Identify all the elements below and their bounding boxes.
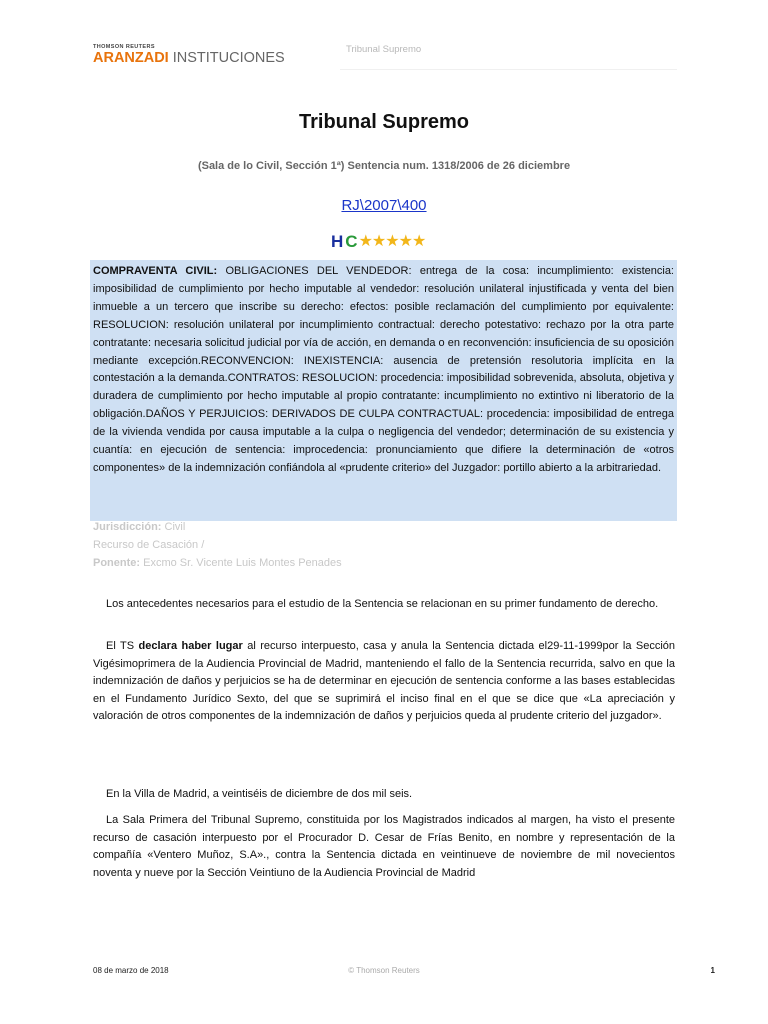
- paragraph-date: En la Villa de Madrid, a veintiséis de diciembre de dos mil seis.: [106, 788, 413, 800]
- star-icon: ★: [398, 233, 413, 250]
- footer-copyright: © Thomson Reuters: [348, 966, 420, 975]
- fallo-post: al recurso interpuesto, casa y anula la Sentencia dictada el29-11-1999por la Sección Vigésimoprimera de la Audiencia Provincial de Madrid, manteniendo el fallo de la Sentencia recurrida, salvo en que la indemnización de daños y perjuicios se ha de determinar en ejecución de sentencia conforme a las bases establecidas en el Fundamento Jurídico Sexto, del que se suprimirá el inciso final en el que se dice que «La apreciación y valoración de otros componentes de la indemnización de daños y perjuicios queda al prudente criterio del juzgador».: [93, 640, 676, 722]
- reference-link[interactable]: RJ\2007\400: [341, 197, 427, 214]
- header-title: Tribunal Supremo: [346, 44, 422, 55]
- logo-main-text: [93, 50, 285, 66]
- page-subtitle: (Sala de lo Civil, Sección 1ª) Sentencia num. 1318/2006 de 26 diciembre: [197, 160, 571, 172]
- aranzadi-logo: [93, 44, 285, 66]
- fallo-pre: El TS: [106, 640, 135, 652]
- fallo-bold: declara haber lugar: [138, 640, 243, 652]
- logo-brand: ARANZADI: [93, 50, 169, 66]
- summary-lead: COMPRAVENTA CIVIL:: [93, 265, 218, 277]
- paragraph-fallo: [93, 638, 675, 726]
- star-icon: ★: [358, 233, 373, 250]
- footer-date: 08 de marzo de 2018: [93, 966, 169, 975]
- star-icon: ★: [411, 233, 427, 250]
- paragraph-sala: La Sala Primera del Tribunal Supremo, constituida por los Magistrados indicados al margen, ha visto el presente recurso de casación interpuesto por el Procurador D. Cesar de Frías Benito, en nombre y representación de la compañía «Ventero Muñoz, S.A»., contra la Sentencia dictada en veintinueve de noviembre de mil novecientos noventa y nueve por la Sección Veintiuno de la Audiencia Provincial de Madrid: [93, 814, 675, 879]
- header-divider: [340, 69, 677, 70]
- rating-badge: [331, 232, 426, 252]
- reference-container: [0, 197, 768, 214]
- ponente-line: [93, 557, 342, 569]
- ponente-label: Ponente:: [93, 557, 141, 569]
- page-title: Tribunal Supremo: [298, 111, 470, 133]
- star-icon: ★: [371, 233, 387, 250]
- page-number: 1: [710, 966, 715, 975]
- summary-box: [90, 260, 677, 521]
- hc-letter-h: H: [331, 232, 344, 251]
- hc-letter-c: C: [345, 232, 358, 251]
- jurisdiction-line: [93, 521, 185, 533]
- logo-small-text: THOMSON REUTERS: [93, 44, 155, 50]
- jurisdiction-label: Jurisdicción:: [93, 521, 162, 533]
- rating-stars: [360, 233, 427, 251]
- logo-suffix: INSTITUCIONES: [172, 50, 285, 66]
- jurisdiction-value: Civil: [164, 521, 186, 533]
- star-icon: ★: [385, 233, 400, 250]
- paragraph-antecedentes: Los antecedentes necesarios para el estudio de la Sentencia se relacionan en su primer fundamento de derecho.: [106, 598, 659, 610]
- summary-text: OBLIGACIONES DEL VENDEDOR: entrega de la cosa: incumplimiento: existencia: imposibilidad de cumplimiento por hecho imputable al vendedor: resolución unilateral injustificada y venta del bien inmueble a un tercero que inscribe su derecho: efectos: posible reclamación del cumplimiento por equivalente: RESOLUCION: resolución unilateral por incumplimiento contractual: derecho potestativo: rechazo por la otra parte contratante: necesaria solicitud judicial por vía de acción, en demanda o en reconvención: insuficiencia de su oposición mediante excepción.RECONVENCION: INEXISTENCIA: ausencia de pretensión resolutoria implícita en la contestación a la demanda.CONTRATOS: RESOLUCION: procedencia: imposibilidad sobrevenida, absoluta, objetiva y duradera de cumplimiento por hecho imputable al propio contratante: incumplimiento no extintivo ni liberatorio de la obligación.DAÑOS Y PERJUICIOS: DERIVADOS DE CULPA CONTRACTUAL: procedencia: imposibilidad de entrega de la vivienda vendida por causa imputable a la culpa o negligencia del vendedor; determinación de su existencia y cuantía: en ejecución de sentencia: improcedencia: pronunciamiento que difiere la determinación de «otros componentes» de la indemnización confiándola al «prudente criterio» del Juzgador: portillo abierto a la arbitrariedad.: [93, 265, 674, 474]
- ponente-value: Excmo Sr. Vicente Luis Montes Penades: [143, 557, 342, 569]
- appeal-type: Recurso de Casación /: [93, 539, 205, 551]
